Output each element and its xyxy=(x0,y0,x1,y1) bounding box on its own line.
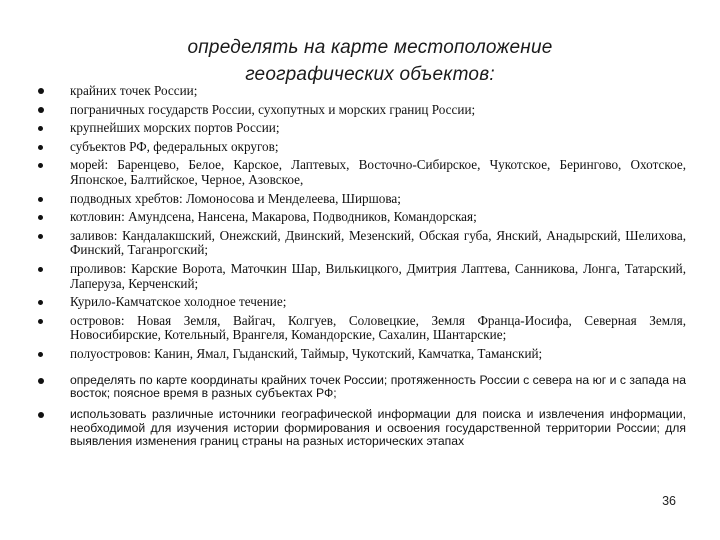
list-item: использовать различные источники географической информации для поиска и извлечения информации, необходимой для изучения истории формирования и освоения государственной территории России; для выявления изменения границ страны на разных исторических этапах xyxy=(38,408,686,448)
list-item: крупнейших морских портов России; xyxy=(38,121,686,136)
bullet-icon xyxy=(38,197,43,202)
bullet-icon xyxy=(38,378,44,384)
list-item: субъектов РФ, федеральных округов; xyxy=(38,140,686,155)
bullet-icon xyxy=(38,300,43,305)
bullet-icon xyxy=(38,163,43,168)
bullet-icon xyxy=(38,107,44,113)
title-line-2: географических объектов: xyxy=(245,64,495,85)
list-item: котловин: Амундсена, Нансена, Макарова, Подводников, Командорская; xyxy=(38,210,686,225)
list-item: пограничных государств России, сухопутных и морских границ России; xyxy=(38,103,686,118)
list-item: определять по карте координаты крайних точек России; протяженность России с севера на юг и с запада на восток; поясное время в разных субъектах РФ; xyxy=(38,374,686,401)
objectives-list xyxy=(38,84,686,453)
bullet-icon xyxy=(38,126,43,131)
bullet-icon xyxy=(38,319,43,324)
bullet-icon xyxy=(38,215,43,220)
bullet-icon xyxy=(38,145,43,150)
bullet-icon xyxy=(38,88,44,94)
bullet-icon xyxy=(38,412,44,418)
list-item: полуостровов: Канин, Ямал, Гыданский, Таймыр, Чукотский, Камчатка, Таманский; xyxy=(38,347,686,362)
list-item: заливов: Кандалакшский, Онежский, Двинский, Мезенский, Обская губа, Янский, Анадырский, Шелихова, Финский, Таганрогский; xyxy=(38,229,686,258)
list-item: Курило-Камчатское холодное течение; xyxy=(38,295,686,310)
list-item: проливов: Карские Ворота, Маточкин Шар, Вилькицкого, Дмитрия Лаптева, Санникова, Лонга, Татарский, Лаперуза, Керченский; xyxy=(38,262,686,291)
list-item: крайних точек России; xyxy=(38,84,686,99)
bullet-icon xyxy=(38,267,43,272)
page-number: 36 xyxy=(662,494,676,508)
list-item: островов: Новая Земля, Вайгач, Колгуев, Соловецкие, Земля Франца-Иосифа, Северная Земля, Новосибирские, Котельный, Врангеля, Командорские, Сахалин, Шантарские; xyxy=(38,314,686,343)
list-item: морей: Баренцево, Белое, Карское, Лаптевых, Восточно-Сибирское, Чукотское, Берингово, Охотское, Японское, Балтийское, Черное, Азовское, xyxy=(38,158,686,187)
slide-title xyxy=(100,34,640,88)
bullet-icon xyxy=(38,352,43,357)
list-item: подводных хребтов: Ломоносова и Менделеева, Ширшова; xyxy=(38,192,686,207)
bullet-icon xyxy=(38,234,43,239)
title-line-1: определять на карте местоположение xyxy=(187,37,553,58)
